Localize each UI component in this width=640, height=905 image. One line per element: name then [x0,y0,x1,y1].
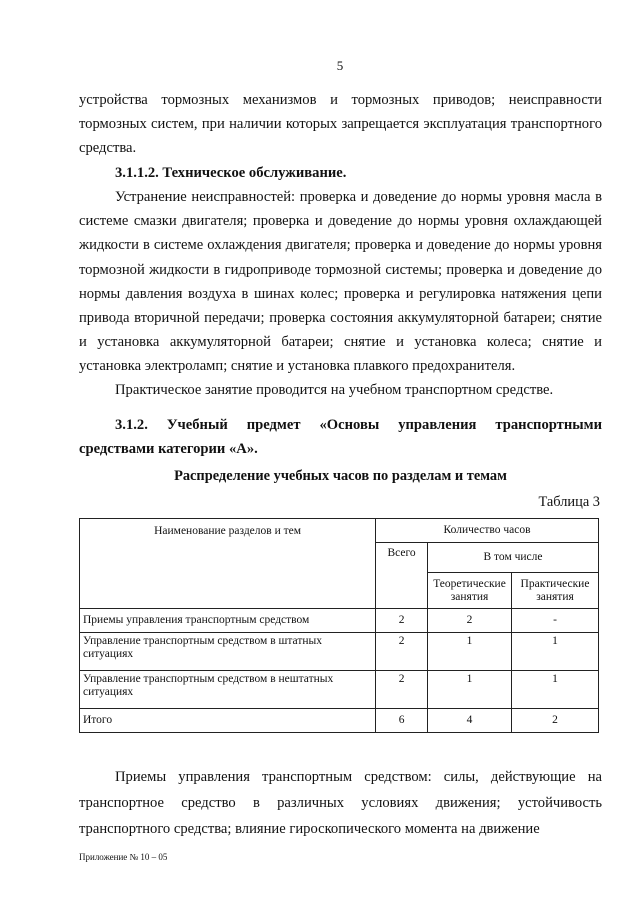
header-theory: Теоретические занятия [428,573,512,609]
row-practice: - [512,609,599,633]
row-practice: 1 [512,633,599,671]
row-theory: 2 [428,609,512,633]
row-total: 2 [376,633,428,671]
header-total: Всего [376,543,428,609]
row-theory: 4 [428,709,512,733]
row-name: Управление транспортным средством в нештатных ситуациях [80,671,376,709]
paragraph-intro: устройства тормозных механизмов и тормозных приводов; неисправности тормозных систем, при наличии которых запрещается эксплуатация транспортного средства. [79,92,602,157]
table-row [80,609,599,633]
header-including: В том числе [428,543,599,573]
page-number: 5 [336,58,344,73]
row-theory: 1 [428,633,512,671]
table-row [80,633,599,671]
footer-appendix: Приложение № 10 – 05 [79,852,168,862]
row-total: 2 [376,609,428,633]
row-total: 6 [376,709,428,733]
section-heading-subject: 3.1.2. Учебный предмет «Основы управления транспортными средствами категории «А». [79,417,602,457]
paragraph-practical: Практическое занятие проводится на учебном транспортном средстве. [115,382,554,398]
table-row-total [80,709,599,733]
hours-table [79,518,599,733]
header-hours: Количество часов [376,519,599,543]
header-practice: Практические занятия [512,573,599,609]
paragraph-techniques: Приемы управления транспортным средством: силы, действующие на транспортное средство в различных условиях движения; устойчивость транспортного средства; влияние гироскопического момента на движение [79,769,602,837]
table-number: Таблица 3 [538,494,600,510]
table-row [80,671,599,709]
row-total: 2 [376,671,428,709]
table-title: Распределение учебных часов по разделам и темам [174,468,507,484]
row-practice: 1 [512,671,599,709]
section-heading-maintenance: 3.1.1.2. Техническое обслуживание. [115,165,347,181]
row-name: Итого [80,709,376,733]
header-name: Наименование разделов и тем [80,519,376,609]
row-practice: 2 [512,709,599,733]
row-name: Приемы управления транспортным средством [80,609,376,633]
row-theory: 1 [428,671,512,709]
row-name: Управление транспортным средством в штатных ситуациях [80,633,376,671]
paragraph-maintenance: Устранение неисправностей: проверка и доведение до нормы уровня масла в системе смазки двигателя; проверка и доведение до нормы уровня охлаждающей жидкости в системе охлаждения двигателя; проверка и доведение до нормы уровня тормозной жидкости в гидроприводе тормозной системы; проверка и доведение до нормы давления воздуха в шинах колес; проверка и регулировка натяжения цепи привода вторичной передачи; проверка состояния аккумуляторной батареи; снятие и установка аккумуляторной батареи; снятие и установка колеса; снятие и установка электроламп; снятие и установка плавкого предохранителя. [79,189,602,375]
